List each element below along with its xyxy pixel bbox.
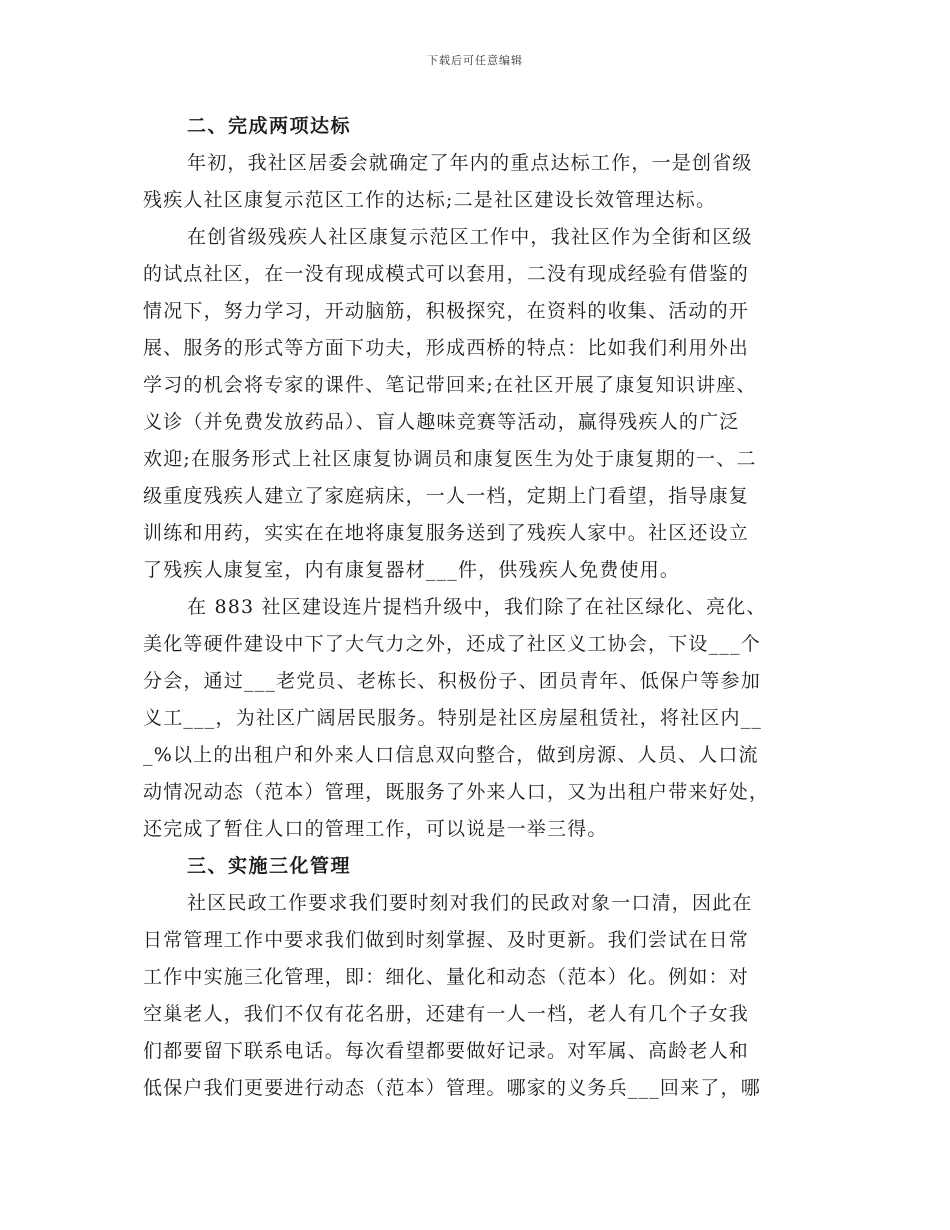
paragraph-line: 残疾人社区康复示范区工作的达标;二是社区建设长效管理达标。 — [143, 189, 717, 211]
paragraph-line: 义工___，为社区广阔居民服务。特别是社区房屋租赁社，将社区内__ — [143, 707, 763, 729]
section-heading-3: 三、实施三化管理 — [187, 855, 352, 877]
section-heading-2: 二、完成两项达标 — [187, 115, 352, 137]
paragraph-line: 们都要留下联系电话。每次看望都要做好记录。对军属、高龄老人和 — [143, 1040, 750, 1062]
paragraph-line: 的试点社区，在一没有现成模式可以套用，二没有现成经验有借鉴的 — [143, 263, 750, 285]
paragraph-line: 动情况动态（范本）管理，既服务了外来人口，又为出租户带来好处， — [143, 781, 770, 803]
paragraph — [143, 145, 813, 219]
paragraph-line: 级重度残疾人建立了家庭病床，一人一档，定期上门看望，指导康复 — [143, 485, 750, 507]
paragraph-line: 欢迎;在服务形式上社区康复协调员和康复医生为处于康复期的一、二 — [143, 448, 757, 470]
paragraph-line: 在创省级残疾人社区康复示范区工作中，我社区作为全街和区级 — [187, 226, 753, 248]
paragraph-line: 空巢老人，我们不仅有花名册，还建有一人一档，老人有几个子女我 — [143, 1003, 750, 1025]
paragraph-line: 社区民政工作要求我们要时刻对我们的民政对象一口清，因此在 — [187, 892, 753, 914]
paragraph-line: 了残疾人康复室，内有康复器材___件，供残疾人免费使用。 — [143, 559, 681, 581]
paragraph-line: 还完成了暂住人口的管理工作，可以说是一举三得。 — [143, 818, 608, 840]
paragraph-line: 展、服务的形式等方面下功夫，形成西桥的特点：比如我们利用外出 — [143, 337, 750, 359]
paragraph-line: 情况下，努力学习，开动脑筋，积极探究，在资料的收集、活动的开 — [143, 300, 750, 322]
paragraph — [143, 589, 813, 848]
paragraph-line: 美化等硬件建设中下了大气力之外，还成了社区义工协会，下设___个 — [143, 633, 761, 655]
document-body — [143, 108, 813, 1107]
paragraph — [143, 219, 813, 589]
paragraph-line: 低保户我们更要进行动态（范本）管理。哪家的义务兵___回来了，哪 — [143, 1077, 761, 1099]
paragraph-line: 年初，我社区居委会就确定了年内的重点达标工作，一是创省级 — [187, 152, 753, 174]
paragraph-line: 义诊（并免费发放药品）、盲人趣味竞赛等活动，赢得残疾人的广泛 — [143, 411, 740, 433]
paragraph-line: 日常管理工作中要求我们做到时刻掌握、及时更新。我们尝试在日常 — [143, 929, 750, 951]
paragraph-line: _%以上的出租户和外来人口信息双向整合，做到房源、人员、人口流 — [143, 744, 759, 766]
paragraph-line: 分会，通过___老党员、老栋长、积极份子、团员青年、低保户等参加 — [143, 670, 761, 692]
page-header: 下载后可任意编辑 — [427, 54, 523, 67]
paragraph — [143, 885, 813, 1107]
paragraph-line: 学习的机会将专家的课件、笔记带回来;在社区开展了康复知识讲座、 — [143, 374, 757, 396]
paragraph-line: 工作中实施三化管理，即：细化、量化和动态（范本）化。例如：对 — [143, 966, 750, 988]
paragraph-line: 在 883 社区建设连片提档升级中，我们除了在社区绿化、亮化、 — [187, 596, 767, 618]
paragraph-line: 训练和用药，实实在在地将康复服务送到了残疾人家中。社区还设立 — [143, 522, 750, 544]
